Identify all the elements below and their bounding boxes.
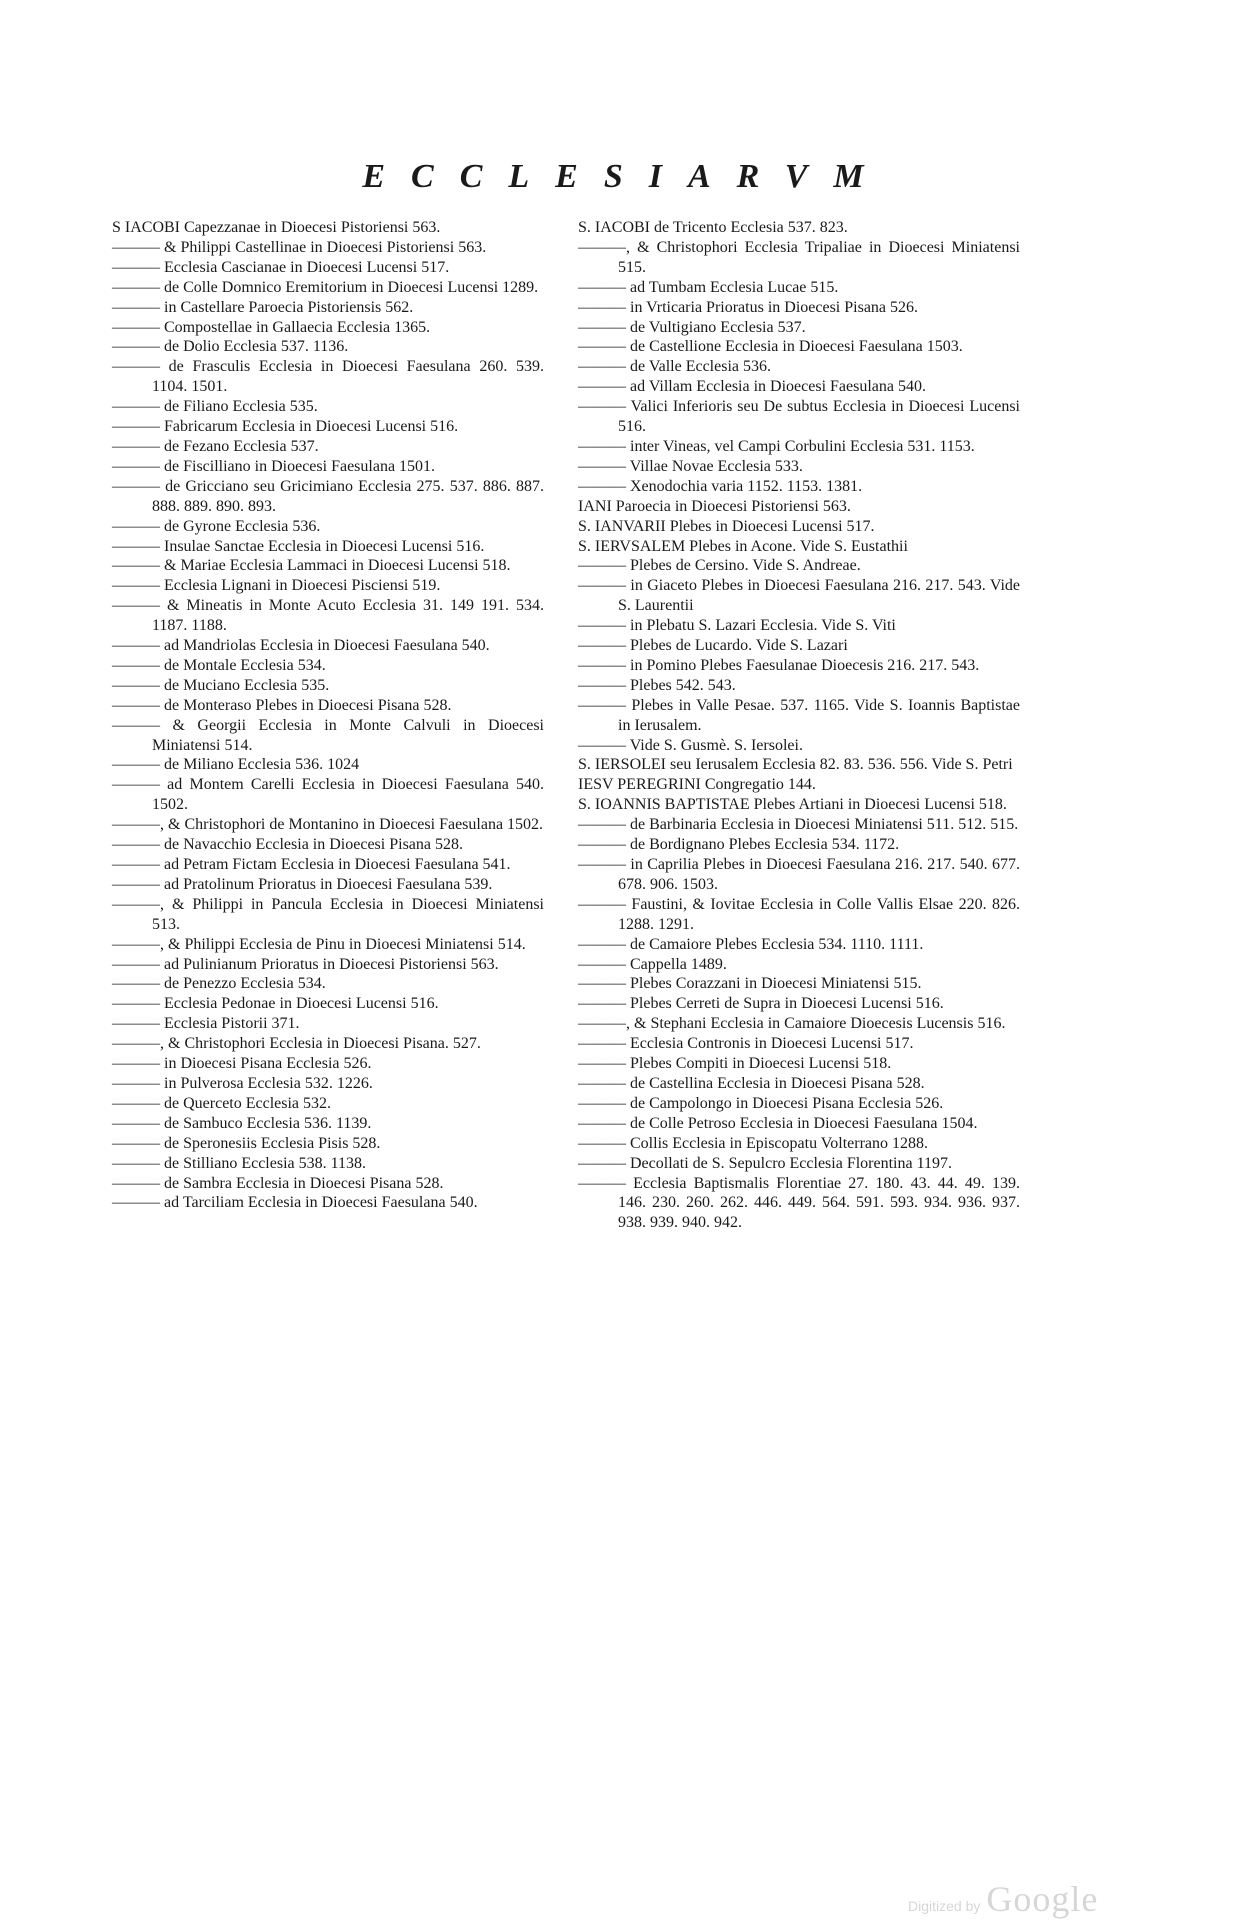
index-entry: ——— & Georgii Ecclesia in Monte Calvuli in Dioecesi Miniatensi 514. xyxy=(112,716,544,754)
index-entry: ———, & Christophori Ecclesia in Dioecesi Pisana. 527. xyxy=(112,1035,481,1053)
left-column xyxy=(112,218,544,1213)
index-entry: S. IERSOLEI seu Ierusalem Ecclesia 82. 83. 536. 556. Vide S. Petri xyxy=(578,756,1013,774)
index-entry: ———, & Philippi in Pancula Ecclesia in Dioecesi Miniatensi 513. xyxy=(112,895,544,933)
index-entry: ——— de Campolongo in Dioecesi Pisana Ecclesia 526. xyxy=(578,1094,944,1112)
watermark-small: Digitized by xyxy=(908,1898,981,1914)
index-entry: ——— & Mineatis in Monte Acuto Ecclesia 31. 149 191. 534. 1187. 1188. xyxy=(112,597,544,635)
index-entry: ——— Ecclesia Baptismalis Florentiae 27. 180. 43. 44. 49. 139. 146. 230. 260. 262. 446. 449. 564. 591. 593. 934. 936. 937. 938. 939. 940. 942. xyxy=(578,1174,1020,1232)
index-entry: ——— de Fiscilliano in Dioecesi Faesulana 1501. xyxy=(112,457,436,475)
index-entry: ——— de Barbinaria Ecclesia in Dioecesi Miniatensi 511. 512. 515. xyxy=(578,816,1019,834)
index-entry: ——— ad Petram Fictam Ecclesia in Dioecesi Faesulana 541. xyxy=(112,856,511,873)
index-entry: S IACOBI Capezzanae in Dioecesi Pistoriensi 563. xyxy=(112,219,441,236)
index-entry: ——— & Philippi Castellinae in Dioecesi Pistoriensi 563. xyxy=(112,238,487,256)
index-entry: ——— ad Pratolinum Prioratus in Dioecesi Faesulana 539. xyxy=(112,875,493,893)
index-entry: ——— de Muciano Ecclesia 535. xyxy=(112,676,330,694)
index-entry: ——— Insulae Sanctae Ecclesia in Dioecesi Lucensi 516. xyxy=(112,537,485,555)
index-entry: ——— Cappella 1489. xyxy=(578,955,727,973)
index-entry: ——— de Querceto Ecclesia 532. xyxy=(112,1094,332,1112)
index-entry: ——— de Speronesiis Ecclesia Pisis 528. xyxy=(112,1134,381,1152)
index-entry: ———, & Philippi Ecclesia de Pinu in Dioecesi Miniatensi 514. xyxy=(112,935,526,953)
index-entry: ——— de Stilliano Ecclesia 538. 1138. xyxy=(112,1154,367,1172)
index-entry: ——— Decollati de S. Sepulcro Ecclesia Florentina 1197. xyxy=(578,1154,952,1172)
index-entry: ——— ad Tarciliam Ecclesia in Dioecesi Faesulana 540. xyxy=(112,1194,478,1212)
index-entry: ——— de Fezano Ecclesia 537. xyxy=(112,437,319,455)
index-entry: ——— Villae Novae Ecclesia 533. xyxy=(578,457,803,475)
right-column xyxy=(578,218,1020,1233)
index-entry: ——— de Bordignano Plebes Ecclesia 534. 1172. xyxy=(578,836,900,854)
index-entry: ——— de Castellina Ecclesia in Dioecesi Pisana 528. xyxy=(578,1074,925,1092)
index-entry: ——— de Navacchio Ecclesia in Dioecesi Pisana 528. xyxy=(112,836,463,854)
index-entry: ——— in Vrticaria Prioratus in Dioecesi Pisana 526. xyxy=(578,298,919,316)
index-entry: ——— Compostellae in Gallaecia Ecclesia 1365. xyxy=(112,318,431,336)
index-entry: ——— ad Pulinianum Prioratus in Dioecesi Pistoriensi 563. xyxy=(112,955,499,973)
index-entry: ——— de Colle Domnico Eremitorium in Dioecesi Lucensi 1289. xyxy=(112,278,539,296)
index-entry: ——— inter Vineas, vel Campi Corbulini Ecclesia 531. 1153. xyxy=(578,437,975,455)
index-entry: ——— Ecclesia Cascianae in Dioecesi Lucensi 517. xyxy=(112,258,450,276)
index-entry: S. IANVARII Plebes in Dioecesi Lucensi 517. xyxy=(578,517,875,535)
index-entry: ——— Ecclesia Contronis in Dioecesi Lucensi 517. xyxy=(578,1035,914,1053)
index-entry: ——— Xenodochia varia 1152. 1153. 1381. xyxy=(578,477,863,495)
index-entry: ———, & Christophori Ecclesia Tripaliae in Dioecesi Miniatensi 515. xyxy=(578,238,1020,276)
index-entry: S. IACOBI de Tricento Ecclesia 537. 823. xyxy=(578,219,848,236)
index-entry: ——— ad Mandriolas Ecclesia in Dioecesi Faesulana 540. xyxy=(112,637,490,655)
index-entry: ——— de Castellione Ecclesia in Dioecesi Faesulana 1503. xyxy=(578,338,963,356)
index-entry: ——— de Dolio Ecclesia 537. 1136. xyxy=(112,338,349,356)
index-entry: ——— Plebes Cerreti de Supra in Dioecesi Lucensi 516. xyxy=(578,995,944,1013)
index-entry: ——— de Vultigiano Ecclesia 537. xyxy=(578,318,806,336)
index-entry: ——— Vide S. Gusmè. S. Iersolei. xyxy=(578,736,803,754)
index-entry: ———, & Christophori de Montanino in Dioecesi Faesulana 1502. xyxy=(112,816,544,834)
watermark xyxy=(908,1878,1098,1920)
index-entry: ——— Plebes 542. 543. xyxy=(578,676,736,694)
index-entry: ——— Plebes de Cersino. Vide S. Andreae. xyxy=(578,557,861,575)
index-entry: ——— de Monteraso Plebes in Dioecesi Pisana 528. xyxy=(112,696,452,714)
index-entry: ——— Ecclesia Pistorii 371. xyxy=(112,1015,300,1033)
index-entry: ——— in Dioecesi Pisana Ecclesia 526. xyxy=(112,1055,372,1073)
index-entry: ——— de Camaiore Plebes Ecclesia 534. 1110. 1111. xyxy=(578,935,924,953)
index-entry: ———, & Stephani Ecclesia in Camaiore Dioecesis Lucensis 516. xyxy=(578,1015,1006,1033)
index-entry: ——— de Miliano Ecclesia 536. 1024 xyxy=(112,756,360,774)
index-entry: ——— Ecclesia Lignani in Dioecesi Pisciensi 519. xyxy=(112,577,441,595)
index-entry: ——— ad Villam Ecclesia in Dioecesi Faesulana 540. xyxy=(578,378,926,396)
index-entry: ——— de Montale Ecclesia 534. xyxy=(112,656,326,674)
index-entry: ——— Ecclesia Pedonae in Dioecesi Lucensi 516. xyxy=(112,995,439,1013)
index-entry: ——— Collis Ecclesia in Episcopatu Volterrano 1288. xyxy=(578,1134,929,1152)
index-entry: ——— de Sambra Ecclesia in Dioecesi Pisana 528. xyxy=(112,1174,444,1192)
index-entry: ——— Plebes Corazzani in Dioecesi Miniatensi 515. xyxy=(578,975,922,993)
index-entry: ——— & Mariae Ecclesia Lammaci in Dioecesi Lucensi 518. xyxy=(112,557,511,575)
index-entry: ——— de Valle Ecclesia 536. xyxy=(578,358,771,376)
index-entry: ——— in Castellare Paroecia Pistoriensis 562. xyxy=(112,298,414,316)
index-entry: ——— de Gricciano seu Gricimiano Ecclesia 275. 537. 886. 887. 888. 889. 890. 893. xyxy=(112,477,544,515)
watermark-google-logo: Google xyxy=(986,1879,1099,1919)
index-entry: IESV PEREGRINI Congregatio 144. xyxy=(578,776,816,794)
index-entry: IANI Paroecia in Dioecesi Pistoriensi 563. xyxy=(578,497,851,515)
index-entry: ——— in Giaceto Plebes in Dioecesi Faesulana 216. 217. 543. Vide S. Laurentii xyxy=(578,577,1020,615)
index-entry: ——— Fabricarum Ecclesia in Dioecesi Lucensi 516. xyxy=(112,418,459,436)
index-entry: ——— Plebes de Lucardo. Vide S. Lazari xyxy=(578,637,848,655)
index-entry: ——— de Penezzo Ecclesia 534. xyxy=(112,975,326,993)
page-header: ECCLESIARVM xyxy=(362,158,890,195)
index-entry: ——— de Colle Petroso Ecclesia in Dioecesi Faesulana 1504. xyxy=(578,1114,978,1132)
index-entry: ——— in Caprilia Plebes in Dioecesi Faesulana 216. 217. 540. 677. 678. 906. 1503. xyxy=(578,856,1020,893)
index-entry: ——— in Pomino Plebes Faesulanae Dioecesis 216. 217. 543. xyxy=(578,656,980,674)
index-entry: ——— Plebes in Valle Pesae. 537. 1165. Vide S. Ioannis Baptistae in Ierusalem. xyxy=(578,696,1020,734)
index-entry: ——— in Plebatu S. Lazari Ecclesia. Vide S. Viti xyxy=(578,617,896,635)
index-entry: S. IERVSALEM Plebes in Acone. Vide S. Eustathii xyxy=(578,537,908,555)
index-entry: ——— de Frasculis Ecclesia in Dioecesi Faesulana 260. 539. 1104. 1501. xyxy=(112,358,544,396)
index-entry: ——— de Gyrone Ecclesia 536. xyxy=(112,517,321,535)
index-entry: ——— de Sambuco Ecclesia 536. 1139. xyxy=(112,1114,372,1132)
index-entry: ——— ad Tumbam Ecclesia Lucae 515. xyxy=(578,278,839,296)
index-entry: S. IOANNIS BAPTISTAE Plebes Artiani in Dioecesi Lucensi 518. xyxy=(578,796,1007,814)
index-entry: ——— in Pulverosa Ecclesia 532. 1226. xyxy=(112,1074,373,1092)
index-entry: ——— de Filiano Ecclesia 535. xyxy=(112,398,318,416)
index-entry: ——— Valici Inferioris seu De subtus Ecclesia in Dioecesi Lucensi 516. xyxy=(578,398,1020,436)
index-entry: ——— Faustini, & Iovitae Ecclesia in Colle Vallis Elsae 220. 826. 1288. 1291. xyxy=(578,895,1020,933)
index-entry: ——— Plebes Compiti in Dioecesi Lucensi 518. xyxy=(578,1055,892,1073)
index-entry: ——— ad Montem Carelli Ecclesia in Dioecesi Faesulana 540. 1502. xyxy=(112,776,544,814)
